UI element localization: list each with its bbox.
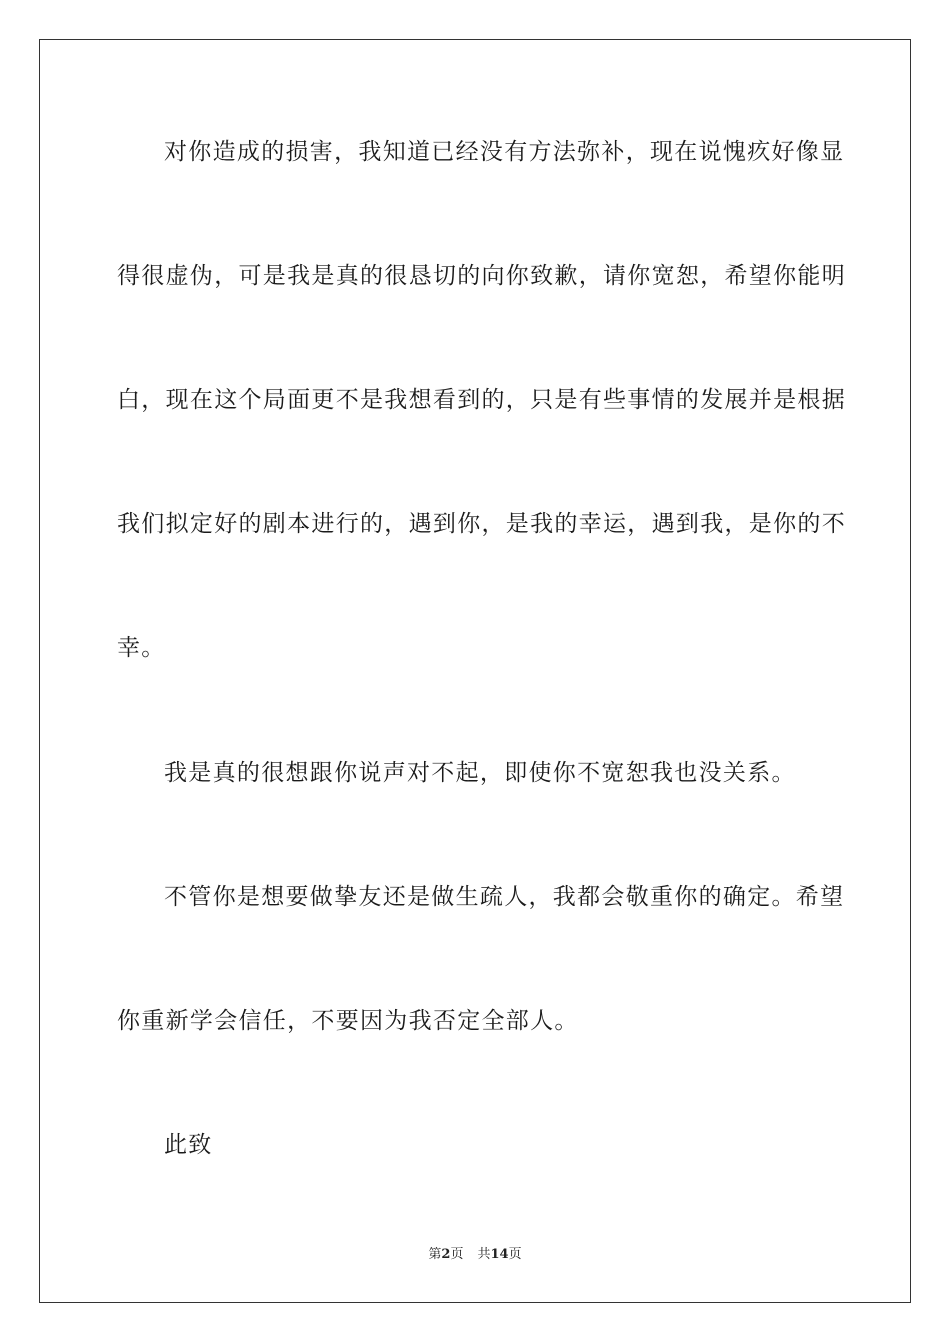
paragraph-1-line-1: 对你造成的损害，我知道已经没有方法弥补，现在说愧疚好像显 [164,139,845,165]
page-footer [0,1246,950,1264]
paragraph-2-line-1: 我是真的很想跟你说声对不起，即使你不宽恕我也没关系。 [164,760,796,786]
footer-total-prefix: 共 [477,1247,491,1262]
paragraph-1-line-5: 幸。 [117,635,166,661]
page-border [39,39,911,1303]
paragraph-1-line-4: 我们拟定好的剧本进行的，遇到你，是我的幸运，遇到我，是你的不 [117,511,846,537]
paragraph-3-line-1: 不管你是想要做挚友还是做生疏人，我都会敬重你的确定。希望 [164,884,845,910]
footer-page-suffix: 页 [450,1247,464,1262]
closing-salutation: 此致 [164,1132,213,1158]
footer-page-number: 2 [441,1247,451,1262]
footer-total-pages: 14 [490,1247,509,1262]
paragraph-1-line-2: 得很虚伪，可是我是真的很恳切的向你致歉，请你宽恕，希望你能明 [117,263,846,289]
footer-page-prefix: 第 [428,1247,442,1262]
paragraph-1-line-3: 白，现在这个局面更不是我想看到的，只是有些事情的发展并是根据 [117,387,846,413]
paragraph-3-line-2: 你重新学会信任，不要因为我否定全部人。 [117,1008,579,1034]
footer-total-suffix: 页 [508,1247,522,1262]
